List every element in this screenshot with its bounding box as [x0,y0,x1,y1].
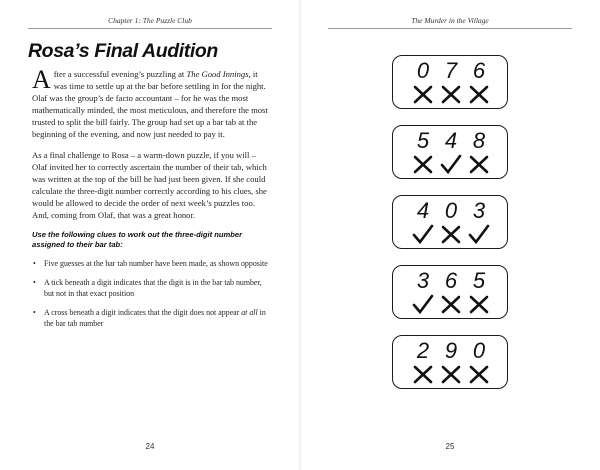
guess-card [392,195,508,249]
guess-digit: 4 [416,198,430,223]
guess-digit: 3 [472,198,486,223]
page-number-left: 24 [145,442,155,451]
rule-item [32,277,272,299]
guess-card-graphic [393,56,506,107]
paragraph-2: As a final challenge to Rosa – a warm-down puzzle, if you will – Olaf invited her to correctly ascertain the number of their tab, which was written at the top of the bill he had just been given. If she could calculate the three-digit number correctly according to his clues, she would be allowed to decide the order of next week’s puzzles too. And, coming from Olaf, that was a great honor. [32,150,267,220]
guess-digit: 5 [416,128,430,153]
guess-card [392,265,508,319]
rule-text: A tick beneath a digit indicates that the digit is in the bar tab number, but not in that exact position [44,278,262,298]
rule-text: Five guesses at the bar tab number have been made, as shown opposite [44,259,268,268]
rule-item [32,307,272,329]
guess-card [392,55,508,109]
right-page [300,0,600,470]
guess-card [392,125,508,179]
rule-emphasis: at all [241,308,258,317]
guess-digit: 6 [444,268,458,293]
tick-icon [442,156,460,172]
clue-heading: Use the following clues to work out the three-digit number assigned to their bar tab: [32,230,243,249]
cross-icon [471,367,487,382]
guess-digit: 8 [472,128,486,153]
bullet-icon: • [33,278,36,287]
cross-icon [443,297,459,312]
guess-digit: 9 [444,338,458,363]
page-number-right: 25 [445,442,455,451]
guess-card-graphic [393,196,506,247]
guess-cards [392,55,512,405]
guess-digit: 3 [416,268,430,293]
paragraph-1 [32,65,272,140]
running-head-left: Chapter 1: The Puzzle Club [28,16,272,29]
bullet-icon: • [33,308,36,317]
rule-text-start: A cross beneath a digit indicates that the digit does not appear [44,308,242,317]
tick-icon [414,296,432,312]
tick-icon [414,226,432,242]
guess-digit: 0 [472,338,486,363]
rule-text-end: in the bar tab number [44,308,266,328]
bullet-icon: • [33,259,36,268]
guess-digit: 7 [444,58,458,83]
guess-digit: 0 [444,198,458,223]
tick-icon [470,226,488,242]
cross-icon [415,87,431,102]
guess-digit: 0 [416,58,430,83]
guess-digit: 4 [444,128,458,153]
cross-icon [471,87,487,102]
rules-list [32,258,272,329]
cross-icon [415,157,431,172]
drop-cap: A [32,65,51,94]
cross-icon [415,367,431,382]
guess-card-graphic [393,126,506,177]
body-text [32,65,272,337]
venue-name: The Good Innings [186,69,249,79]
guess-digit: 2 [416,338,430,363]
guess-card-graphic [393,336,506,387]
guess-card-graphic [393,266,506,317]
paragraph-1-end: , it was time to settle up at the bar before settling in for the night. Olaf was the group’s de facto accountant – for he was the most mathematically minded, the most meticulous, and therefore the most trusted to split the bill fairly. The group had set up a bar tab at the beginning of the evening, and now just needed to pay it. [32,69,268,139]
chapter-section-title: Rosa’s Final Audition [28,40,218,62]
running-head-right: The Murder in the Village [328,16,572,29]
cross-icon [443,227,459,242]
cross-icon [471,297,487,312]
rule-item [32,258,272,269]
cross-icon [443,87,459,102]
guess-digit: 5 [472,268,486,293]
guess-digit: 6 [472,58,486,83]
guess-card [392,335,508,389]
paragraph-1-start: fter a successful evening’s puzzling at [53,69,187,79]
cross-icon [443,367,459,382]
cross-icon [471,157,487,172]
